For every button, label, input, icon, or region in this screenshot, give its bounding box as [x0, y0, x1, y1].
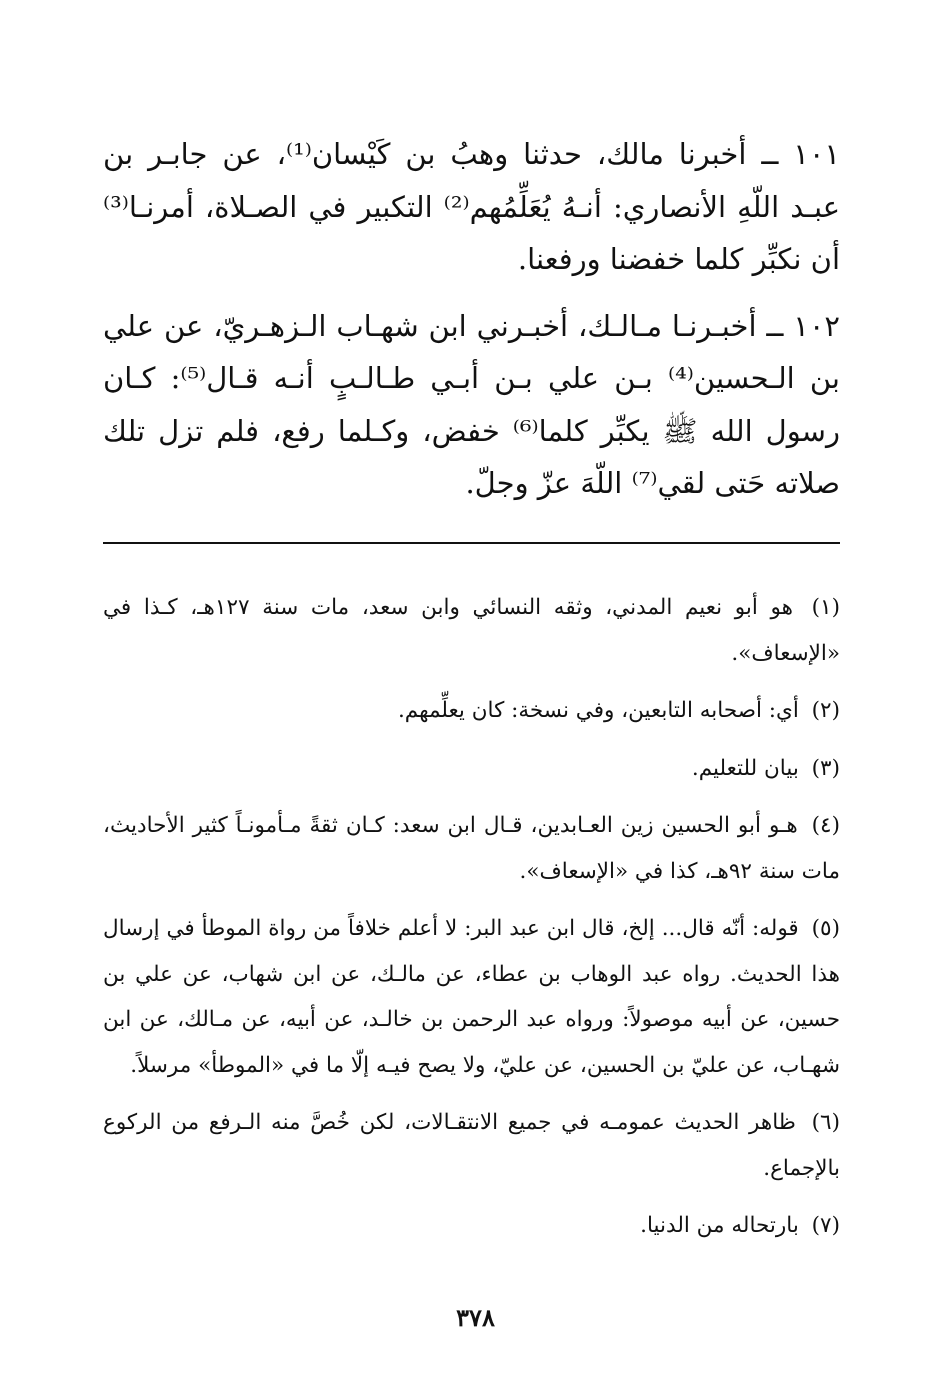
- main-text: [103, 128, 840, 524]
- footnote-text: ظاهر الحديث عمومـه في جميع الانتقـالات، لكن خُصَّ منه الـرفع من الركوع بالإجماع.: [103, 1110, 840, 1181]
- footnote-text: أي: أصحابه التابعين، وفي نسخة: كان يعلِّمهم.: [397, 698, 799, 723]
- footnote-text: هـو أبو الحسين زين العـابدين، قـال ابن سعد: كـان ثقةً مـأمونـاً كثير الأحاديث، مات سنة ٩٢هـ، كذا في «الإسعاف».: [103, 813, 840, 884]
- footnote-text: بارتحاله من الدنيا.: [640, 1213, 799, 1238]
- hadith-101: ١٠١ ــ أخبرنا مالك، حدثنا وهبُ بن كَيْسان⁽¹⁾، عن جابـر بن عبـد اللّهِ الأنصاري: أنـهُ يُعَلِّمُهم⁽²⁾ التكبير في الصـلاة، أمرنـا⁽³⁾ أن نكبِّر كلما خفضنا ورفعنا.: [103, 137, 840, 276]
- footnote-number: (٤): [811, 813, 840, 838]
- footnotes: [103, 585, 840, 1261]
- footnote-text: بيان للتعليم.: [691, 755, 799, 781]
- footnote-4: [103, 803, 840, 894]
- page-number: ٣٧٨: [456, 1303, 495, 1332]
- footnote-text: هو أبو نعيم المدني، وثقه النسائي وابن سعد، مات سنة ١٢٧هـ، كـذا في «الإسعاف».: [103, 595, 840, 666]
- hadith-102: ١٠٢ ــ أخبـرنـا مـالـك، أخبـرني ابن شهـاب الـزهـريّ، عن علي بن الـحسين⁽⁴⁾ بـن علي بـن أبـي طـالـبٍ أنـه قـال⁽⁵⁾: كـان رسول الله ﷺ يكبِّر كلما⁽⁶⁾ خفض، وكـلما رفع، فلم تزل تلك صلاته حَتى لقي⁽⁷⁾ اللّهَ عزّ وجلّ.: [103, 308, 840, 500]
- footnote-number: (٥): [811, 916, 840, 941]
- footnote-2: [103, 688, 840, 734]
- footnote-1: [103, 585, 840, 676]
- footnote-3: [103, 746, 840, 792]
- footnote-number: (٧): [811, 1213, 840, 1238]
- footnote-number: (١): [811, 595, 840, 620]
- footnote-7: [103, 1203, 840, 1249]
- footnote-number: (٦): [811, 1110, 840, 1135]
- footnote-number: (٣): [811, 755, 840, 781]
- footnote-6: [103, 1100, 840, 1191]
- footnote-number: (٢): [811, 698, 840, 723]
- footnote-5: [103, 906, 840, 1088]
- footnote-text: قوله: أنّه قال... إلخ، قال ابن عبد البر: لا أعلم خلافاً من رواة الموطأ في إرسال هذا الحديث. رواه عبد الوهاب بن عطاء، عن مالـك، عن ابن شهاب، عن علي بن حسين، عن أبيه موصولاً: ورواه عبد الرحمن بن خالـد، عن أبيه، عن مـالك، عن ابن شهـاب، عن عليّ بن الحسين، عن عليّ، ولا يصح فيـه إلّا ما في «الموطأ» مرسلاً.: [103, 916, 840, 1078]
- footnote-divider: [103, 542, 840, 544]
